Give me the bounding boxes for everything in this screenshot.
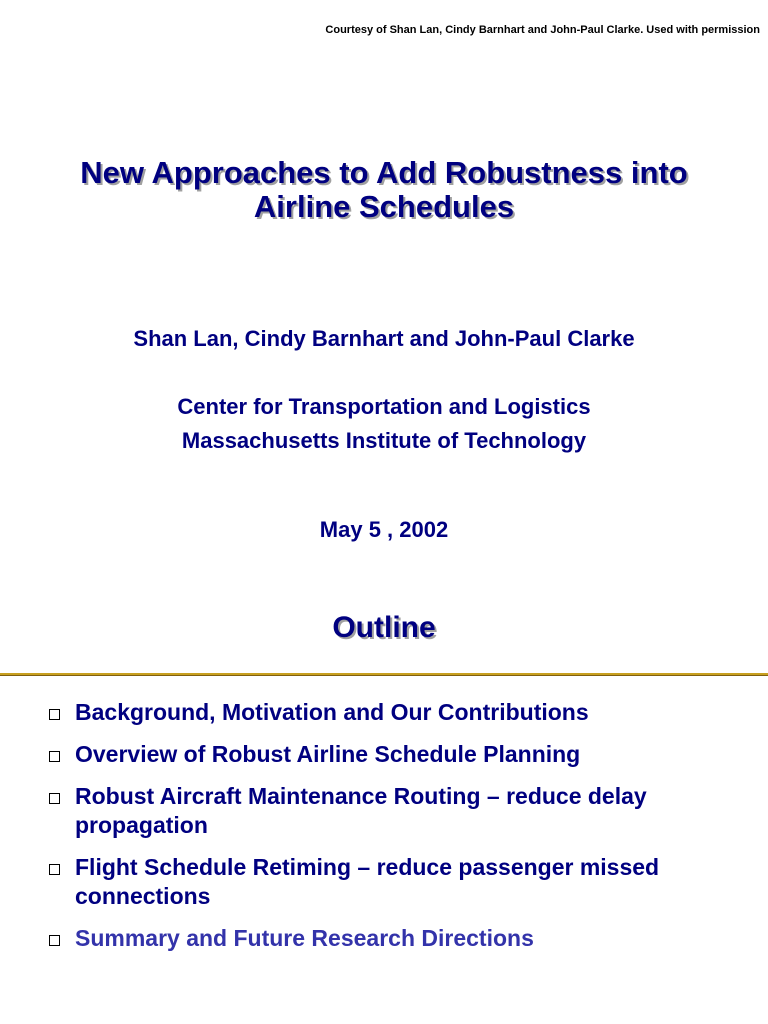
checkbox-square-icon <box>49 709 60 720</box>
outline-item <box>48 782 748 840</box>
checkbox-square-icon <box>49 935 60 946</box>
outline-item <box>48 853 748 911</box>
section-divider <box>0 673 768 676</box>
presentation-title <box>0 156 768 224</box>
affiliation <box>0 390 768 458</box>
outline-heading: Outline <box>332 611 436 644</box>
outline-item-text: Summary and Future Research Directions <box>75 925 534 951</box>
outline-item <box>48 698 748 727</box>
outline-item-text: Flight Schedule Retiming – reduce passenger missed connections <box>75 854 660 909</box>
checkbox-square-icon <box>49 793 60 804</box>
presentation-date: May 5 , 2002 <box>319 517 449 542</box>
outline-item <box>48 740 748 769</box>
outline-item-text: Robust Aircraft Maintenance Routing – reduce delay propagation <box>75 783 647 838</box>
outline-item-text: Overview of Robust Airline Schedule Planning <box>75 741 581 767</box>
affiliation-line-2: Massachusetts Institute of Technology <box>181 428 587 453</box>
checkbox-square-icon <box>49 751 60 762</box>
authors: Shan Lan, Cindy Barnhart and John-Paul Clarke <box>133 326 635 351</box>
outline-item-text: Background, Motivation and Our Contributions <box>75 699 589 725</box>
outline-list <box>48 698 748 966</box>
title-line-2: Airline Schedules <box>253 189 515 224</box>
title-line-1: New Approaches to Add Robustness into <box>80 155 688 190</box>
outline-item <box>48 924 748 953</box>
courtesy-note: Courtesy of Shan Lan, Cindy Barnhart and John-Paul Clarke. Used with permission <box>325 24 760 36</box>
affiliation-line-1: Center for Transportation and Logistics <box>177 394 591 419</box>
checkbox-square-icon <box>49 864 60 875</box>
